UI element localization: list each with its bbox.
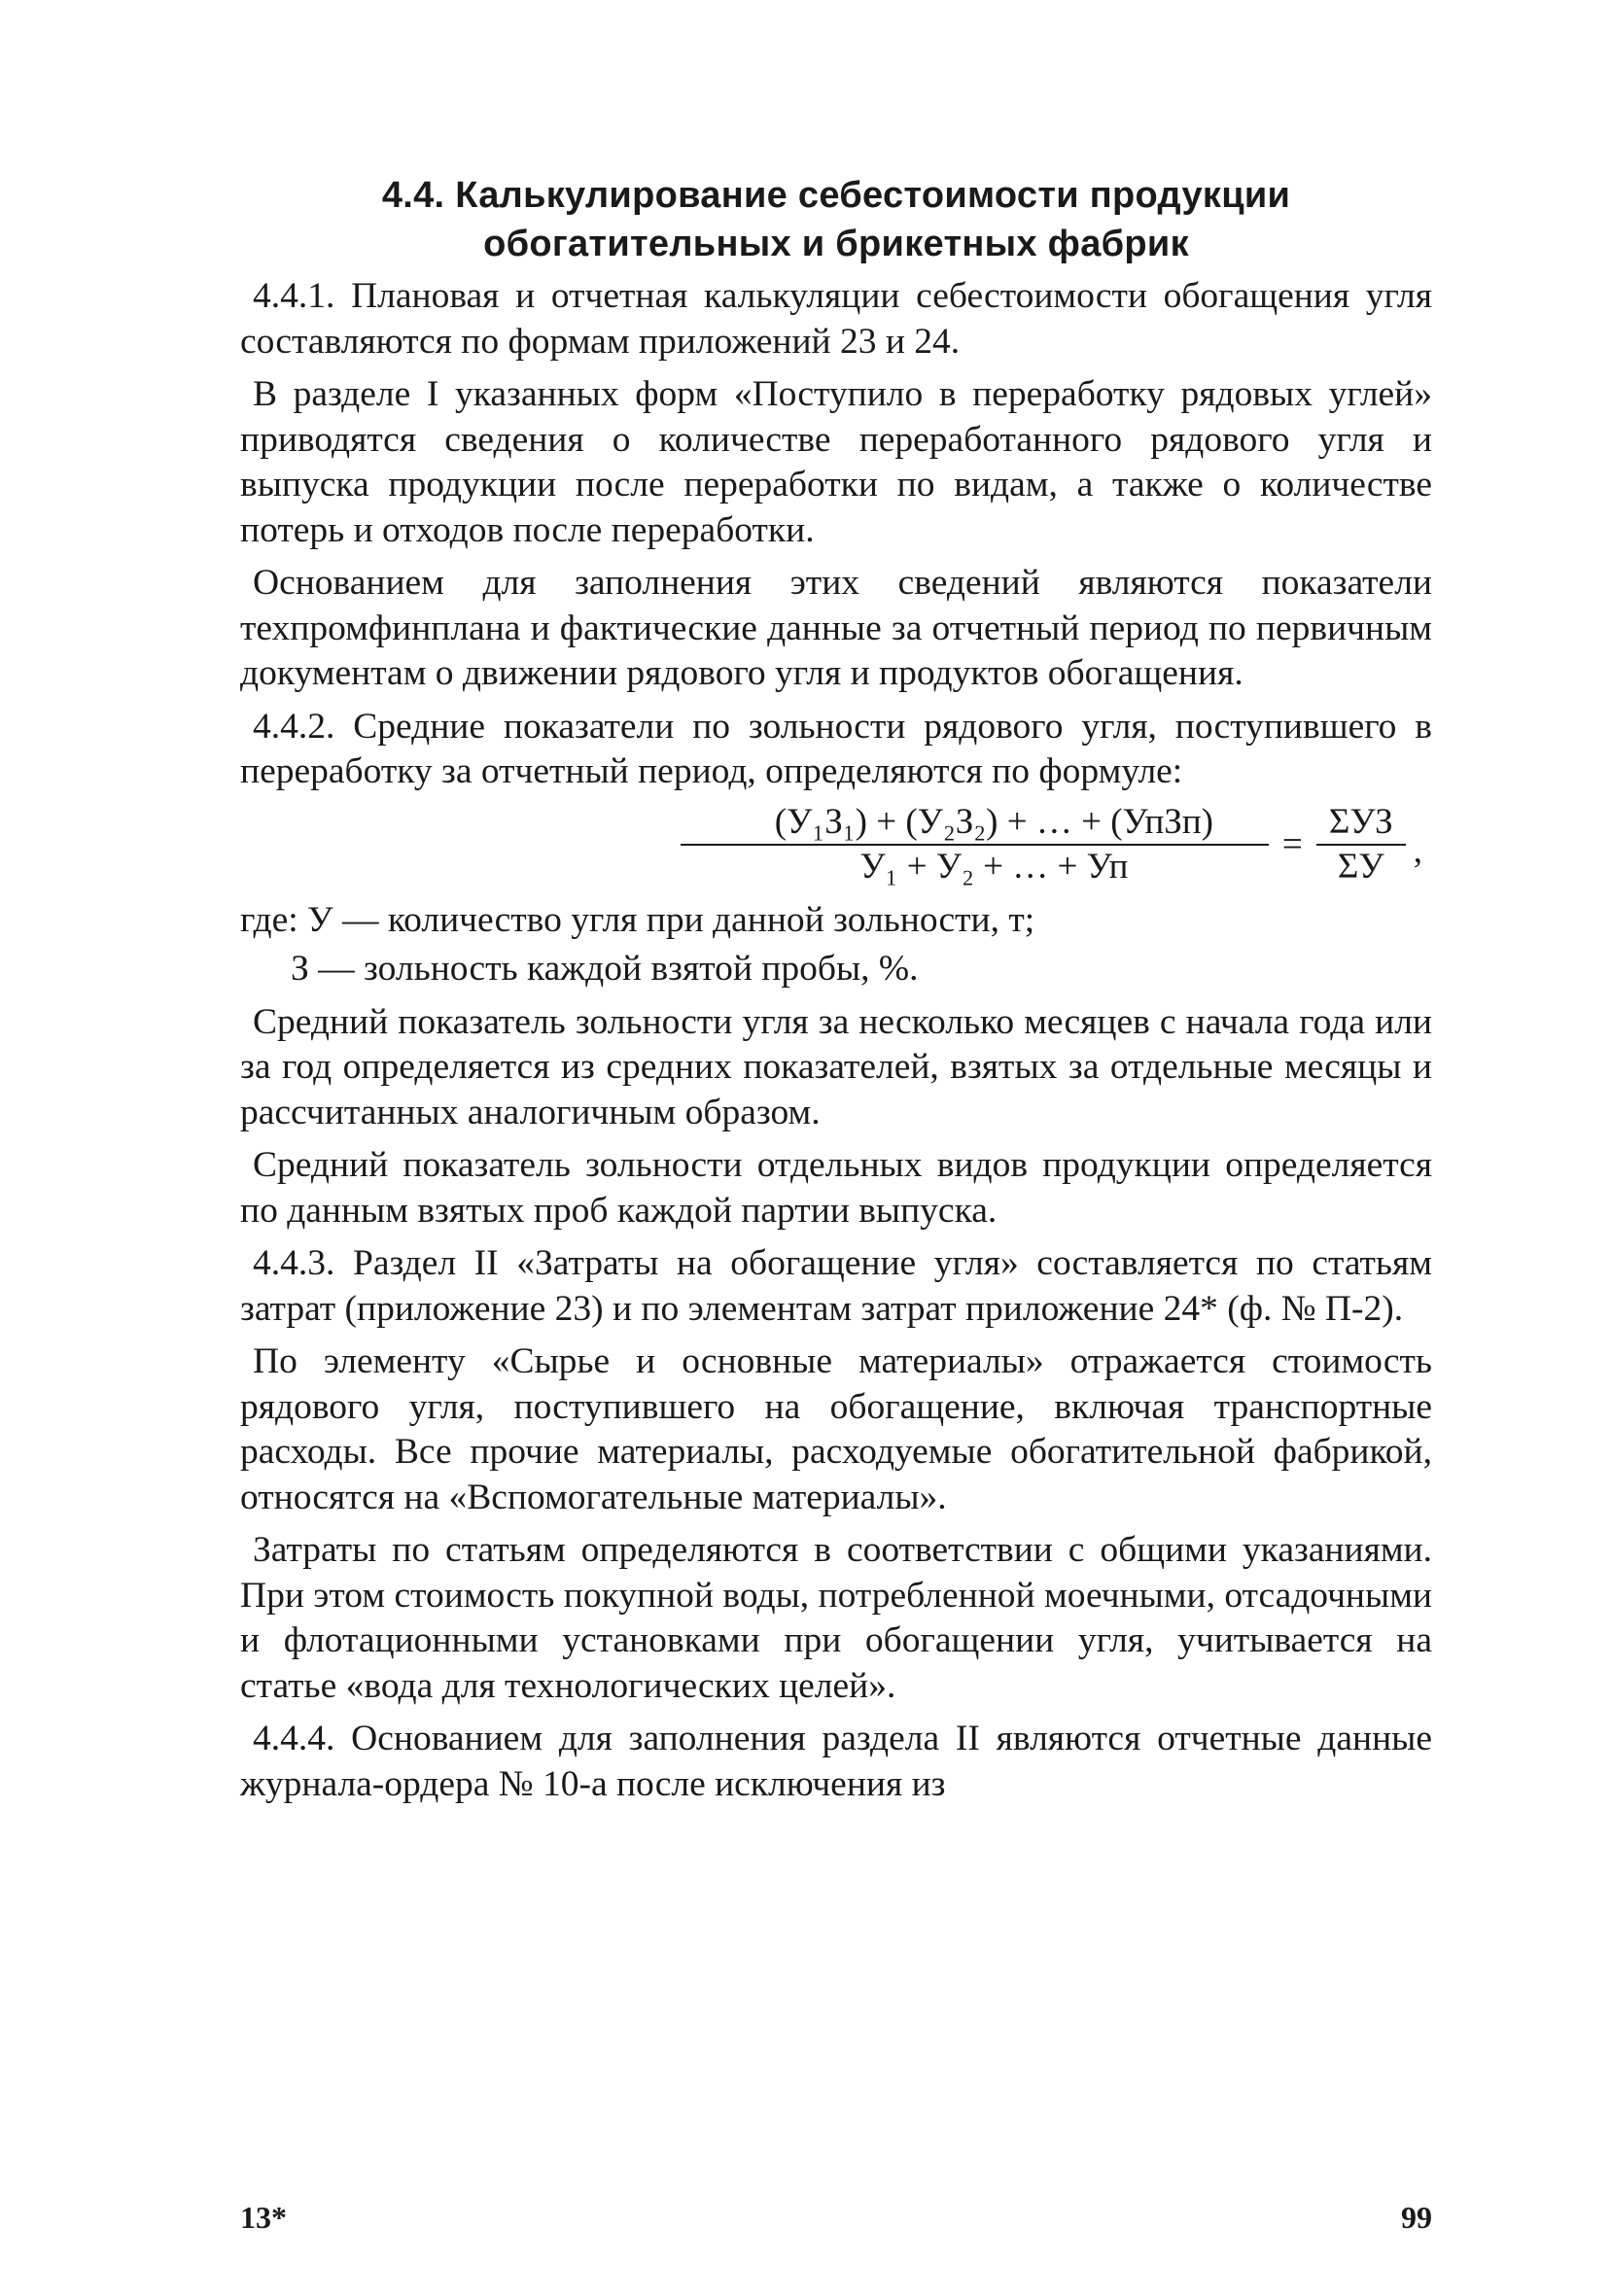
- formula-denominator: У₁ + У₂ + … + Уп: [859, 846, 1129, 887]
- section-title-line-2: обогатительных и брикетных фабрик: [483, 224, 1189, 264]
- paragraph-4-4-2: 4.4.2. Средние показатели по зольности рядового угля, поступившего в переработку за отчетный период, определяются по формуле:: [240, 706, 1432, 791]
- paragraph-average-products: Средний показатель зольности отдельных видов продукции определяется по данным взятых проб каждой партии выпуска.: [240, 1145, 1432, 1231]
- formula-trailing-comma: ,: [1413, 830, 1422, 871]
- formula-numerator: (У₁З₁) + (У₂З₂) + … + (УпЗп): [774, 801, 1213, 842]
- page-number: 99: [1401, 2200, 1432, 2235]
- paragraph-4-4-4: 4.4.4. Основанием для заполнения раздела II являются отчетные данные журнала-ордера № 10-а после исключения из: [240, 1719, 1432, 1804]
- section-title-line-1: 4.4. Калькулирование себестоимости продукции: [381, 175, 1291, 216]
- formula-main-fraction: [681, 801, 1269, 888]
- section-title: [240, 171, 1432, 268]
- definition-z: З — зольность каждой взятой пробы, %.: [291, 949, 919, 989]
- ash-content-formula: [240, 801, 1422, 888]
- paragraph-4-4-1: 4.4.1. Плановая и отчетная калькуляции себестоимости обогащения угля составляются по формам приложений 23 и 24.: [240, 276, 1432, 362]
- paragraph-raw-materials: По элементу «Сырье и основные материалы» отражается стоимость рядового угля, поступившего на обогащение, включая транспортные расходы. Все прочие материалы, расходуемые обогатительной фабрикой, относятся на «Вспомогательные материалы».: [240, 1341, 1432, 1517]
- printer-signature: 13*: [240, 2200, 287, 2235]
- paragraph-section-i: В разделе I указанных форм «Поступило в переработку рядовых углей» приводятся сведения о количестве переработанного рядового угля и выпуска продукции после переработки по видам, а также о количестве потерь и отходов после переработки.: [240, 374, 1432, 550]
- paragraph-average-months: Средний показатель зольности угля за несколько месяцев с начала года или за год определяется из средних показателей, взятых за отдельные месяцы и рассчитанных аналогичным образом.: [240, 1001, 1432, 1132]
- formula-equals-sign: =: [1281, 823, 1303, 864]
- formula-sum-denominator: ΣУ: [1337, 846, 1384, 887]
- page-footer: [240, 2193, 1432, 2242]
- formula-sum-numerator: ΣУЗ: [1328, 801, 1393, 842]
- formula-sum-fraction: [1316, 801, 1406, 888]
- paragraph-4-4-3: 4.4.3. Раздел II «Затраты на обогащение угля» составляется по статьям затрат (приложение 23) и по элементам затрат приложение 24* (ф. № П-2).: [240, 1243, 1432, 1329]
- definition-u: где: У — количество угля при данной зольности, т;: [240, 899, 1035, 940]
- document-page: [240, 171, 1432, 2242]
- paragraph-basis: Основанием для заполнения этих сведений являются показатели техпромфинплана и фактические данные за отчетный период по первичным документам о движении рядового угля и продуктов обогащения.: [240, 563, 1432, 693]
- paragraph-costs-by-items: Затраты по статьям определяются в соответствии с общими указаниями. При этом стоимость покупной воды, потребленной моечными, отсадочными и флотационными установками при обогащении угля, учитывается на статье «вода для технологических целей».: [240, 1530, 1432, 1706]
